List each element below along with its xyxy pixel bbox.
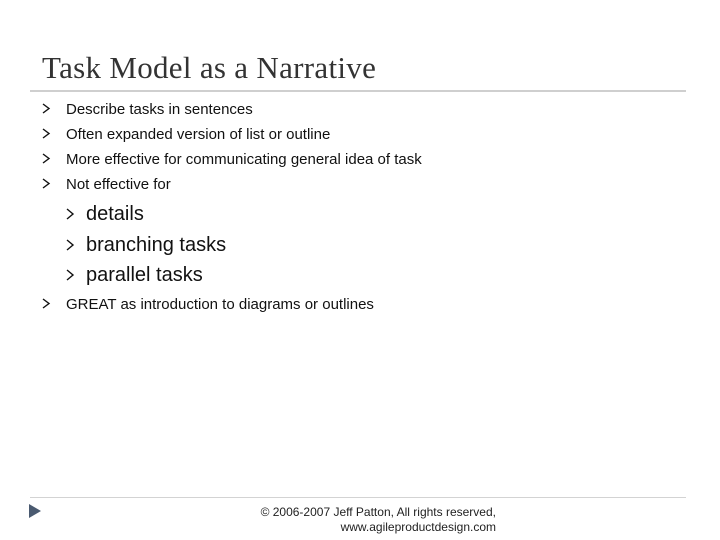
triangle-bullet-icon <box>42 294 66 316</box>
triangle-bullet-icon <box>42 174 66 196</box>
bullet-text: Describe tasks in sentences <box>66 101 253 118</box>
title-divider <box>30 90 686 92</box>
sub-bullet-text: parallel tasks <box>86 264 203 286</box>
copyright-text: © 2006-2007 Jeff Patton, All rights reserved, <box>260 505 496 519</box>
bullet-item <box>42 124 330 146</box>
triangle-bullet-icon <box>42 124 66 146</box>
bullet-text: Not effective for <box>66 176 171 193</box>
bullet-text: GREAT as introduction to diagrams or outlines <box>66 296 374 313</box>
sub-bullet-text: branching tasks <box>86 234 227 256</box>
website-link[interactable]: www.agileproductdesign.com <box>340 520 496 534</box>
navigation-arrow-icon[interactable] <box>28 503 42 524</box>
sub-bullet-text: details <box>86 203 144 225</box>
sub-bullet-item <box>66 231 226 259</box>
bullet-item <box>42 99 253 121</box>
triangle-bullet-icon <box>42 99 66 121</box>
bullet-item <box>42 294 374 316</box>
footer-divider <box>30 497 686 498</box>
sub-bullet-item <box>66 200 144 228</box>
slide-title: Task Model as a Narrative <box>42 50 377 85</box>
copyright-footer <box>200 505 496 535</box>
triangle-bullet-icon <box>66 261 86 289</box>
sub-bullet-item <box>66 261 203 289</box>
triangle-bullet-icon <box>66 200 86 228</box>
triangle-bullet-icon <box>66 231 86 259</box>
bullet-text: Often expanded version of list or outline <box>66 126 331 143</box>
bullet-item <box>42 149 422 171</box>
bullet-item <box>42 174 171 196</box>
triangle-bullet-icon <box>42 149 66 171</box>
bullet-text: More effective for communicating general idea of task <box>66 151 422 168</box>
